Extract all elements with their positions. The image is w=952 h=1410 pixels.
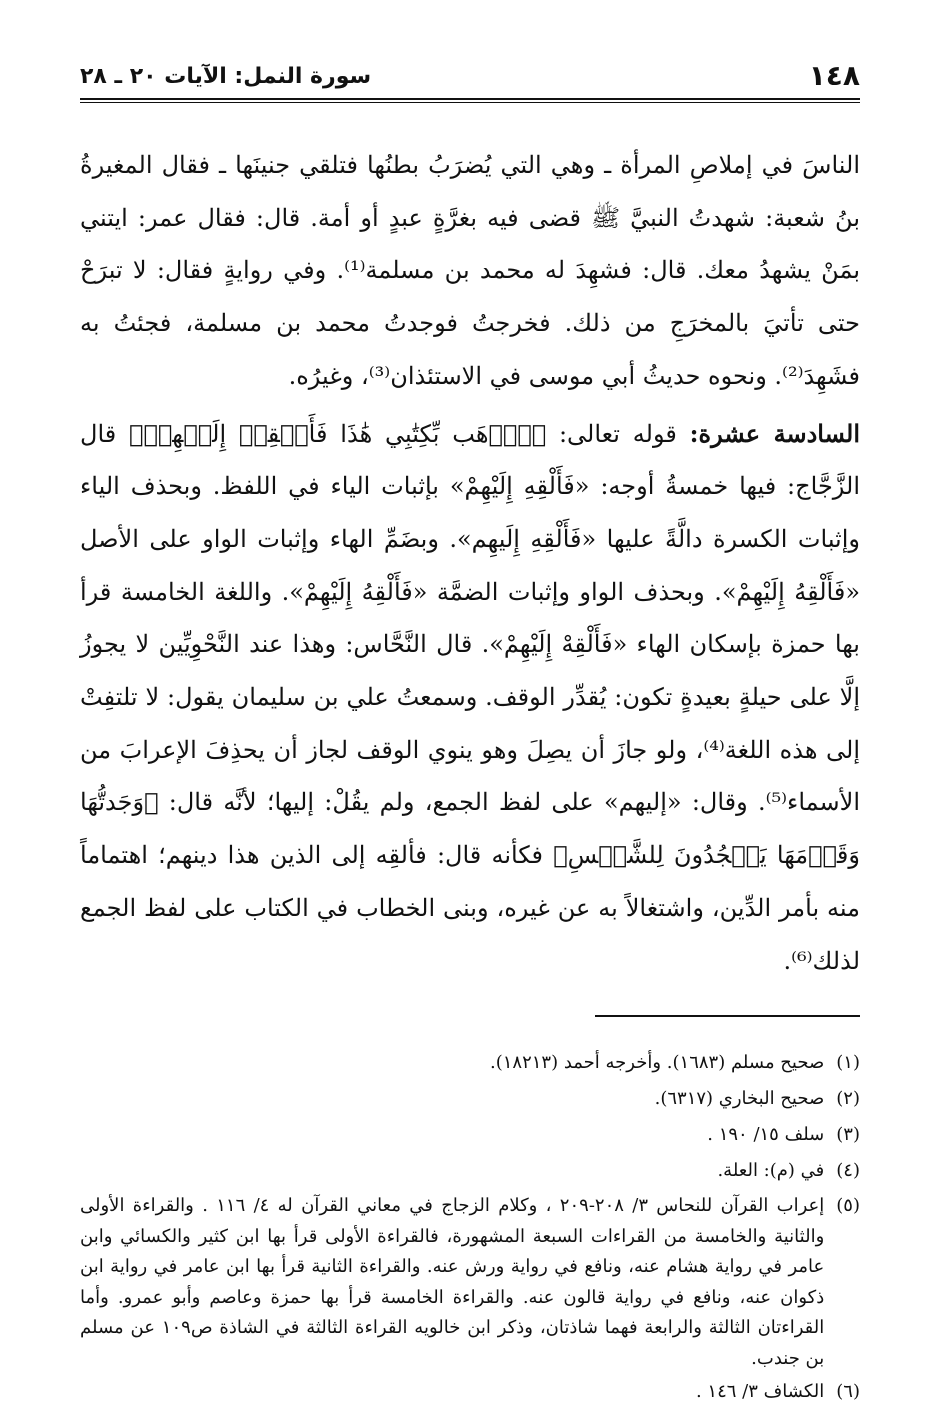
footnote-number: (٢) bbox=[836, 1088, 860, 1110]
footnote-1 bbox=[80, 1045, 860, 1081]
book-page bbox=[80, 52, 861, 1403]
footnote-text: في (م): العلة. bbox=[717, 1159, 825, 1181]
footnote-number: (٥) bbox=[836, 1195, 860, 1217]
footnotes bbox=[80, 1045, 860, 1410]
paragraph-1 bbox=[80, 139, 860, 403]
paragraph-2-text: قوله تعالى: ﴿ٱذۡهَب بِّكِتَٰبِي هَٰذَا فَأَلۡقِهۡ إِلَيۡهِمۡ﴾ قال الزَّجَّاج: فيها خمسةُ أوجه: «فَأَلْقِهِ إِلَيْهِمْ» بإثبات الياء في اللفظ. وبحذف الياء وإثبات الكسرة دالَّةً عليها «فَأَلْقِهِ إِلَيهِم». وبضَمِّ الهاء وإثبات الواو على الأصل «فَأَلْقِهُ إِلَيْهِمْ». وبحذف الواو وإثبات الضمَّة «فَأَلْقِهُ إِلَيْهِمْ». واللغة الخامسة قرأ بها حمزة بإسكان الهاء «فَأَلْقِهْ إِلَيْهِمْ». قال النَّحَّاس: وهذا عند النَّحْوِيِّين لا يجوزُ إلَّا على حيلةٍ بعيدةٍ تكون: يُقدِّر الوقف. وسمعتُ علي بن سليمان يقول: لا تلتفِتْ إلى هذه اللغة⁽⁴⁾، ولو جازَ أن يصِلَ وهو ينوي الوقف لجاز أن يحذِفَ الإعرابَ من الأسماء⁽⁵⁾. وقال: «إليهم» على لفظ الجمع، ولم يقُلْ: إليها؛ لأنَّه قال: ﴿وَجَدتُّهَا وَقَوۡمَهَا يَسۡجُدُونَ لِلشَّمۡسِ﴾ فكأنه قال: فألقِه إلى الذين هذا دينهم؛ اهتماماً منه بأمر الدِّين، واشتغالاً به عن غيره، وبنى الخطاب في الكتاب على لفظ الجمع لذلك⁽⁶⁾. bbox=[80, 419, 861, 975]
paragraph-1-text: الناسَ في إملاصِ المرأة ـ وهي التي يُضرَبُ بطنُها فتلقي جنينَها ـ فقال المغيرةُ بنُ شعبة: شهدتُ النبيَّ ﷺ قضى فيه بغرَّةٍ عبدٍ أو أمة. قال: فقال عمر: ايتني بمَنْ يشهدُ معك. قال: فشهِدَ له محمد بن مسلمة⁽¹⁾. وفي روايةٍ فقال: لا تبرَحْ حتى تأتيَ بالمخرَجِ من ذلك. فخرجتُ فوجدتُ محمد بن مسلمة، فجئتُ به فشَهِدَ⁽²⁾. ونحوه حديثُ أبي موسى في الاستئذان⁽³⁾، وغيرُه. bbox=[80, 151, 861, 390]
footnote-4 bbox=[80, 1153, 860, 1189]
page-header bbox=[80, 52, 860, 94]
footnote-number: (٦) bbox=[836, 1381, 860, 1403]
footnote-number: (١) bbox=[836, 1052, 860, 1074]
footnote-text: صحيح مسلم (١٦٨٣). وأخرجه أحمد (١٨٢١٣). bbox=[489, 1052, 825, 1074]
footnote-number: (٣) bbox=[836, 1123, 860, 1145]
running-title: سورة النمل: الآيات ٢٠ ـ ٢٨ bbox=[80, 64, 372, 89]
footnote-text: الكشاف ٣/ ١٤٦ . bbox=[695, 1381, 825, 1403]
footnote-text: صحيح البخاري (٦٣١٧). bbox=[654, 1088, 825, 1110]
footnote-divider bbox=[595, 1015, 860, 1017]
paragraph-2-lead: السادسة عشرة: bbox=[689, 418, 860, 448]
footnote-5 bbox=[80, 1188, 860, 1374]
page-number: ١٤٨ bbox=[808, 59, 860, 92]
footnote-text: سلف ١٥/ ١٩٠ . bbox=[707, 1123, 825, 1145]
footnote-6 bbox=[80, 1374, 860, 1410]
footnote-2 bbox=[80, 1081, 860, 1117]
footnote-number: (٤) bbox=[836, 1159, 860, 1181]
footnote-text: إعراب القرآن للنحاس ٣/ ٢٠٨-٢٠٩ ، وكلام الزجاج في معاني القرآن له ٤/ ١١٦ . والقراءة الأولى والثانية والخامسة من القراءات السبعة المشهورة، فالقراءة الأولى قرأ بها ابن كثير والكسائي وابن عامر في رواية هشام عنه، ونافع في رواية ورش عنه. والقراءة الثانية قرأ بها ابن عامر في رواية ابن ذكوان عنه، ونافع في رواية قالون عنه. والقراءة الخامسة قرأ بها حمزة وعاصم وأبو عمرو. وأما القراءتان الثالثة والرابعة فهما شاذتان، وذكر ابن خالويه القراءة الثالثة في الشاذة ص١٠٩ عن مسلم بن جندب. bbox=[80, 1195, 825, 1369]
paragraph-2 bbox=[80, 408, 860, 988]
header-rule bbox=[80, 98, 860, 103]
footnote-3 bbox=[80, 1117, 860, 1153]
main-text bbox=[80, 139, 860, 987]
